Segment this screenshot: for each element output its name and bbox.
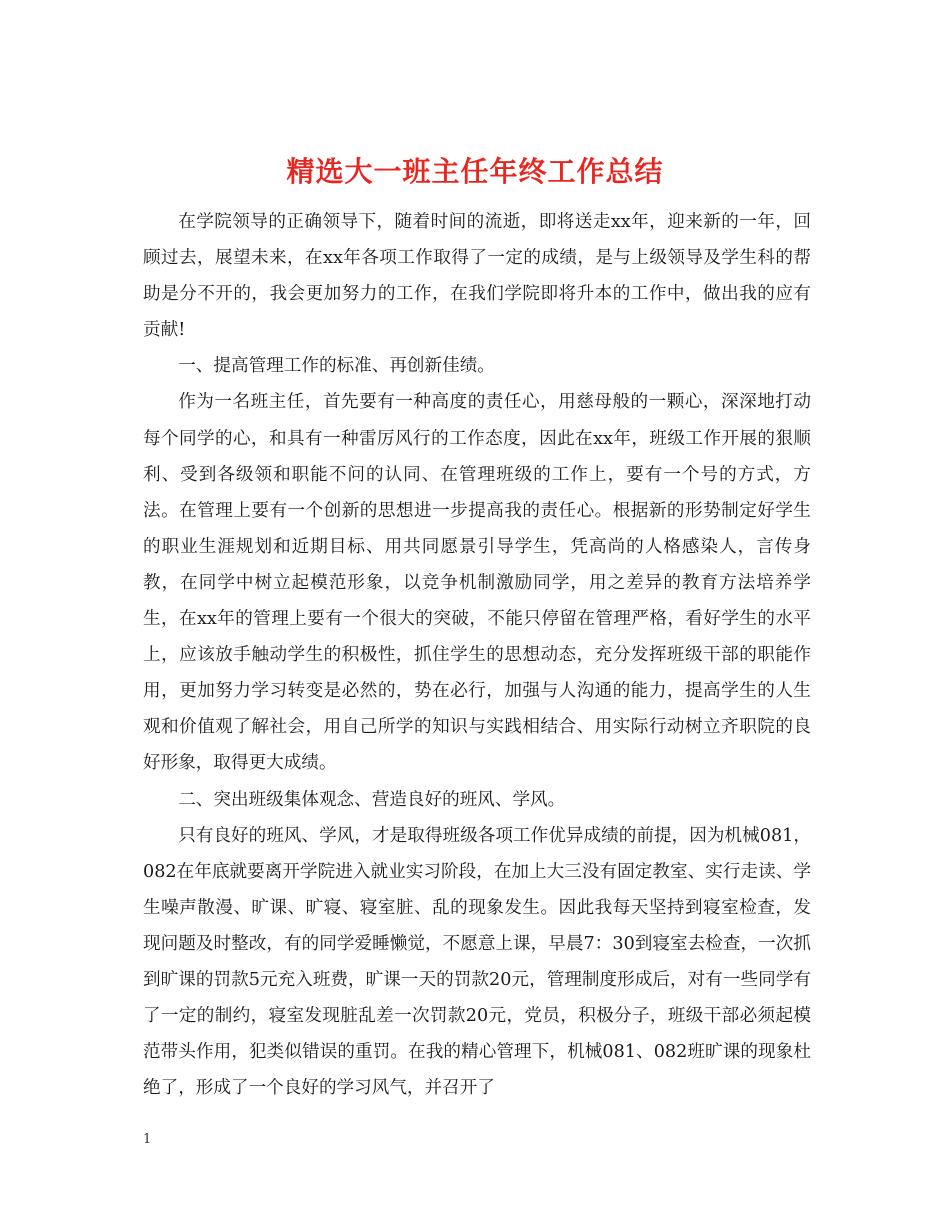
page-number: 1 xyxy=(143,1132,152,1147)
section-heading-1: 一、提高管理工作的标准、再创新佳绩。 xyxy=(178,356,495,377)
section-1-paragraph: 作为一名班主任，首先要有一种高度的责任心，用慈母般的一颗心，深深地打动每个同学的心，和具有一种雷厉风行的工作态度，因此在xx年，班级工作开展的狠顺利、受到各级领和职能不问的认同、在管理班级的工作上，要有一个号的方式，方法。在管理上要有一个创新的思想进一步提高我的责任心。根据新的形势制定好学生的职业生涯规划和近期目标、用共同愿景引导学生，凭高尚的人格感染人，言传身教，在同学中树立起模范形象，以竞争机制激励同学，用之差异的教育方法培养学生，在xx年的管理上要有一个很大的突破，不能只停留在管理严格，看好学生的水平上，应该放手触动学生的积极性，抓住学生的思想动态，充分发挥班级干部的职能作用，更加努力学习转变是必然的，势在必行，加强与人沟通的能力，提高学生的人生观和价值观了解社会，用自己所学的知识与实践相结合、用实际行动树立齐职院的良好形象，取得更大成绩。 xyxy=(143,392,811,774)
intro-paragraph: 在学院领导的正确领导下，随着时间的流逝，即将送走xx年，迎来新的一年，回顾过去，展望未来，在xx年各项工作取得了一定的成绩，是与上级领导及学生科的帮助是分不开的，我会更加努力的工作，在我们学院即将升本的工作中，做出我的应有贡献! xyxy=(143,212,811,341)
section-2-paragraph: 只有良好的班风、学风，才是取得班级各项工作优异成绩的前提，因为机械081，082在年底就要离开学院进入就业实习阶段，在加上大三没有固定教室、实行走读、学生噪声散漫、旷课、旷寝、寝室脏、乱的现象发生。因此我每天坚持到寝室检查，发现问题及时整改，有的同学爱睡懒觉，不愿意上课，早晨7：30到寝室去检查，一次抓到旷课的罚款5元充入班费，旷课一天的罚款20元，管理制度形成后，对有一些同学有了一定的制约，寝室发现脏乱差一次罚款20元，党员，积极分子，班级干部必须起模范带头作用，犯类似错误的重罚。在我的精心管理下，机械081、082班旷课的现象杜绝了，形成了一个良好的学习风气，并召开了 xyxy=(143,825,811,1099)
section-heading-2: 二、突出班级集体观念、营造良好的班风、学风。 xyxy=(178,789,566,810)
document-title: 精选大一班主任年终工作总结 xyxy=(286,154,664,188)
document-body xyxy=(143,204,811,1106)
